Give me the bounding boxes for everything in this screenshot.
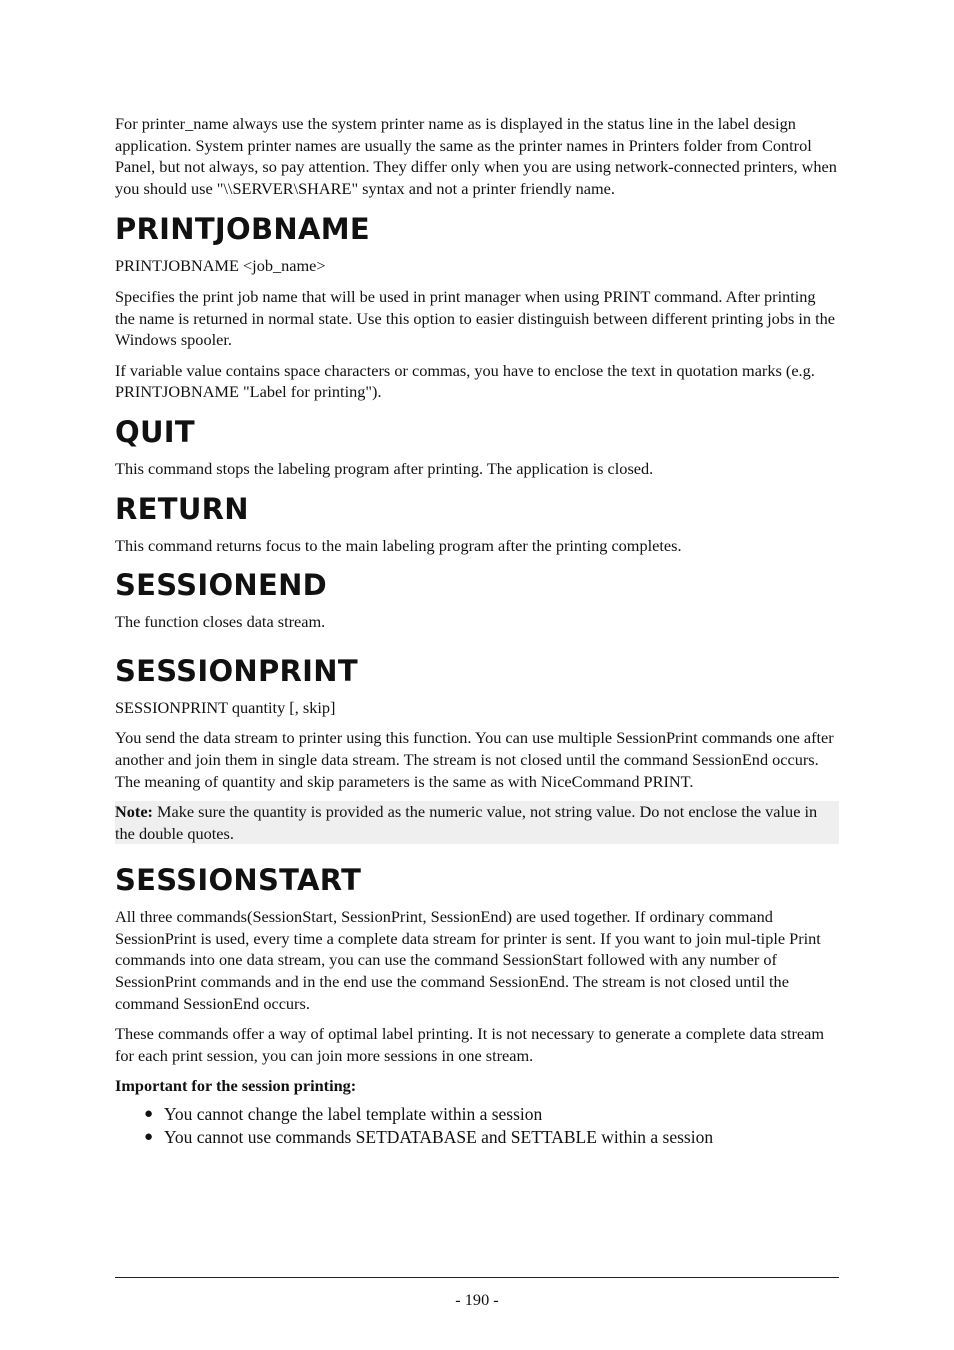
list-item: ● You cannot use commands SETDATABASE and SETTABLE within a session [144,1127,714,1148]
intro-paragraph: For printer_name always use the system printer name as is displayed in the status line in the label design application. System printer names are usually the same as the printer names in Printers folder from Control Panel, but not always, so pay attention. They differ only when you are using network-connected printers, when you should use "\\SERVER\SHARE" syntax and not a printer friendly name. [115,114,837,198]
important-label: Important for the session printing: [115,1076,357,1096]
note-label: Note: [115,802,153,822]
bullet-icon: ● [144,1106,154,1123]
printjobname-quotation-note: If variable value contains space characters or commas, you have to enclose the text in quotation marks (e.g. PRINTJOBNAME "Label for printing"). [115,360,815,402]
sessionprint-description: You send the data stream to printer using this function. You can use multiple SessionPrint commands one after another and join them in single data stream. The stream is not closed until the command SessionEnd occurs. The meaning of quantity and skip parameters is the same as with NiceCommand PRINT. [115,728,834,791]
return-description: This command returns focus to the main labeling program after the printing completes. [115,535,682,555]
session-rules-list [115,1103,839,1149]
heading-sessionstart: SESSIONSTART [115,863,362,898]
sessionprint-syntax: SESSIONPRINT quantity [, skip] [115,697,336,717]
heading-printjobname: PRINTJOBNAME [115,212,370,247]
footer-divider [115,1277,839,1278]
heading-return: RETURN [115,491,249,526]
list-item: ● You cannot change the label template within a session [144,1104,543,1125]
sessionstart-description: All three commands(SessionStart, SessionPrint, SessionEnd) are used together. If ordinary command SessionPrint is used, every time a complete data stream for printer is sent. If you want to join mul-tiple Print commands into one data stream, you can use the command SessionStart followed with any number of SessionPrint commands and in the end use the command SessionEnd. The stream is not closed until the command SessionEnd occurs. [115,907,821,1013]
heading-sessionprint: SESSIONPRINT [115,653,358,688]
sessionend-description: The function closes data stream. [115,612,326,632]
printjobname-syntax: PRINTJOBNAME <job_name> [115,256,326,276]
document-page [115,113,839,1149]
note-text: Make sure the quantity is provided as the numeric value, not string value. Do not enclose the value in the double quotes. [115,802,818,843]
bullet-icon: ● [144,1129,154,1146]
quit-description: This command stops the labeling program after printing. The application is closed. [115,458,654,478]
page-number: - 190 - [455,1290,499,1309]
sessionstart-optimal-note: These commands offer a way of optimal label printing. It is not necessary to generate a complete data stream for each print session, you can join more sessions in one stream. [115,1024,825,1065]
heading-sessionend: SESSIONEND [115,568,328,603]
heading-quit: QUIT [115,414,195,449]
printjobname-description: Specifies the print job name that will be used in print manager when using PRINT command. After printing the name is returned in normal state. Use this option to easier distinguish between different printing jobs in the Windows spooler. [115,286,835,350]
note-box [115,801,839,844]
